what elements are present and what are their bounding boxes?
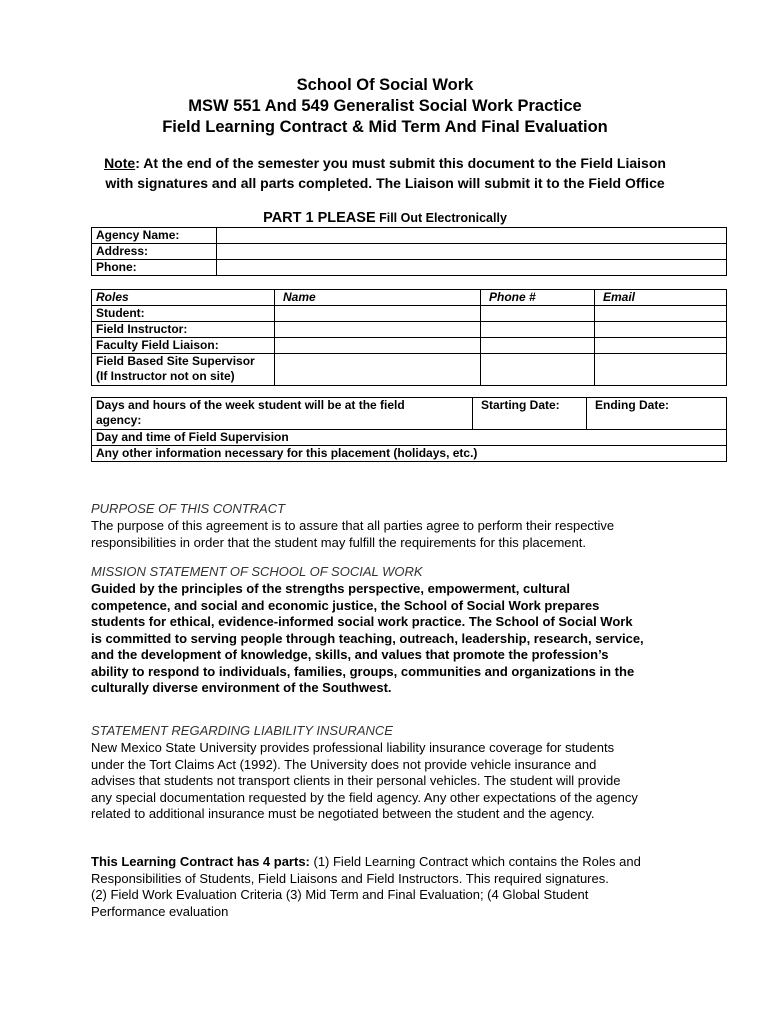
agency-name-label: Agency Name: xyxy=(92,228,217,244)
student-name-field[interactable] xyxy=(275,306,481,322)
role-site-supervisor xyxy=(92,354,275,386)
phone-label: Phone: xyxy=(92,260,217,276)
contract-parts-line: Responsibilities of Students, Field Liaisons and Field Instructors. This required signatures. xyxy=(91,870,609,886)
mission-line: ability to respond to individuals, families, groups, communities and organizations in the xyxy=(91,663,635,679)
mission-line: students for ethical, evidence-informed social work practice. The School of Social Work xyxy=(91,614,633,629)
contract-parts-rest: (1) Field Learning Contract which contains the Roles and xyxy=(309,854,641,869)
starting-date-label: Starting Date: xyxy=(481,398,560,412)
other-info-cell[interactable] xyxy=(92,446,727,462)
days-hours-cell[interactable] xyxy=(92,398,473,430)
phone-field[interactable] xyxy=(217,260,727,276)
part1-small: Fill Out Electronically xyxy=(375,211,507,225)
mission-line: Guided by the principles of the strengths perspective, empowerment, cultural xyxy=(91,581,570,596)
mission-line: competence, and social and economic justice, the School of Social Work prepares xyxy=(91,597,600,613)
liability-heading: STATEMENT REGARDING LIABILITY INSURANCE xyxy=(91,723,393,738)
instructor-name-field[interactable] xyxy=(275,322,481,338)
ending-date-label: Ending Date: xyxy=(595,398,669,412)
supervision-cell[interactable] xyxy=(92,430,727,446)
role-field-instructor: Field Instructor: xyxy=(92,322,275,338)
contract-parts-lead: This Learning Contract has 4 parts: xyxy=(91,854,310,869)
instructor-email-field[interactable] xyxy=(595,322,727,338)
supervision-label: Day and time of Field Supervision xyxy=(96,430,289,444)
roles-header: Roles xyxy=(92,290,275,306)
liability-line: New Mexico State University provides professional liability insurance coverage for students xyxy=(91,740,615,755)
student-phone-field[interactable] xyxy=(481,306,595,322)
liability-line: advises that students not transport clients in their personal vehicles. The student will provide xyxy=(91,773,621,788)
phone-header: Phone # xyxy=(481,290,595,306)
roles-table xyxy=(91,289,727,386)
mission-text xyxy=(91,581,644,697)
address-label: Address: xyxy=(92,244,217,260)
mission-line: is committed to serving people through teaching, outreach, leadership, research, service, xyxy=(91,630,644,646)
part1-big: PART 1 PLEASE xyxy=(263,210,376,226)
doc-title-line2: MSW 551 And 549 Generalist Social Work Practice xyxy=(188,97,582,115)
contract-parts-line1 xyxy=(91,854,641,871)
doc-title-line3: Field Learning Contract & Mid Term And Final Evaluation xyxy=(162,118,608,136)
name-header: Name xyxy=(275,290,481,306)
doc-title-line1: School Of Social Work xyxy=(296,76,474,94)
purpose-line: The purpose of this agreement is to assure that all parties agree to perform their respective xyxy=(91,518,615,533)
liaison-phone-field[interactable] xyxy=(481,338,595,354)
liability-line: any special documentation requested by the field agency. Any other expectations of the agency xyxy=(91,789,638,805)
note-line2: with signatures and all parts completed. The Liaison will submit it to the Field Office xyxy=(105,175,665,191)
other-info-label: Any other information necessary for this placement (holidays, etc.) xyxy=(96,446,478,460)
site-supervisor-line2: (If Instructor not on site) xyxy=(96,369,235,383)
agency-table xyxy=(91,227,727,276)
ending-date-cell[interactable] xyxy=(587,398,727,430)
days-hours-line2: agency: xyxy=(96,413,142,427)
student-email-field[interactable] xyxy=(595,306,727,322)
starting-date-cell[interactable] xyxy=(473,398,587,430)
days-hours-line1: Days and hours of the week student will be at the field xyxy=(96,398,405,412)
contract-parts-line: (2) Field Work Evaluation Criteria (3) Mid Term and Final Evaluation; (4 Global Student xyxy=(91,887,589,902)
purpose-line: responsibilities in order that the student may fulfill the requirements for this placement. xyxy=(91,534,586,550)
note-label: Note xyxy=(104,155,136,171)
supervisor-name-field[interactable] xyxy=(275,354,481,386)
liaison-email-field[interactable] xyxy=(595,338,727,354)
role-student: Student: xyxy=(92,306,275,322)
mission-line: and the development of knowledge, skills, and values that promote the profession’s xyxy=(91,647,609,662)
schedule-table xyxy=(91,397,727,462)
purpose-heading: PURPOSE OF THIS CONTRACT xyxy=(91,501,286,516)
mission-heading: MISSION STATEMENT OF SCHOOL OF SOCIAL WORK xyxy=(91,564,423,579)
liaison-name-field[interactable] xyxy=(275,338,481,354)
agency-name-field[interactable] xyxy=(217,228,727,244)
part1-heading xyxy=(0,209,770,227)
instructor-phone-field[interactable] xyxy=(481,322,595,338)
supervisor-email-field[interactable] xyxy=(595,354,727,386)
mission-line: culturally diverse environment of the Southwest. xyxy=(91,680,392,695)
email-header: Email xyxy=(595,290,727,306)
liability-text xyxy=(91,740,638,823)
note-line1 xyxy=(0,155,770,171)
liability-line: related to additional insurance must be negotiated between the student and the agency. xyxy=(91,806,595,821)
contract-parts-line: Performance evaluation xyxy=(91,903,229,919)
note-text-1: : At the end of the semester you must submit this document to the Field Liaison xyxy=(135,155,666,171)
supervisor-phone-field[interactable] xyxy=(481,354,595,386)
role-faculty-liaison: Faculty Field Liaison: xyxy=(92,338,275,354)
address-field[interactable] xyxy=(217,244,727,260)
liability-line: under the Tort Claims Act (1992). The University does not provide vehicle insurance and xyxy=(91,756,597,772)
purpose-text xyxy=(91,518,614,551)
site-supervisor-line1: Field Based Site Supervisor xyxy=(96,354,255,368)
contract-parts-text xyxy=(91,854,641,920)
